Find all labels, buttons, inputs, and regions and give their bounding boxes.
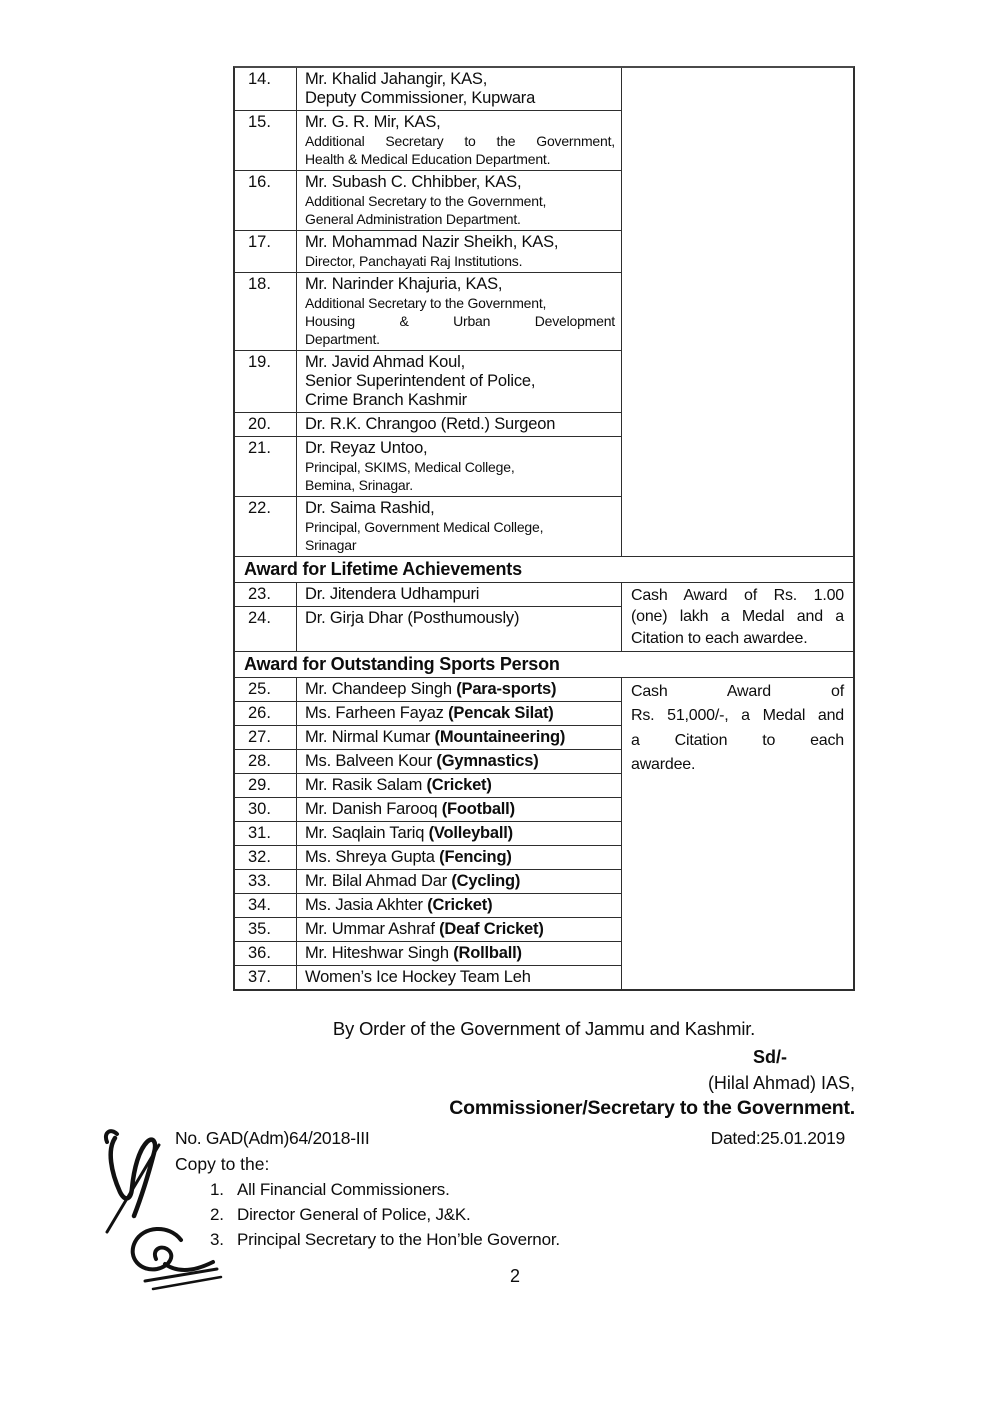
awardee-name: Mr. Ummar Ashraf [305, 919, 440, 938]
sport-discipline: (Pencak Silat) [448, 703, 554, 722]
awardee-cell [297, 894, 621, 917]
awardee-cell [297, 273, 621, 350]
copy-item-number: 2. [210, 1205, 224, 1224]
award-description-cell [621, 68, 853, 556]
row-number: 19. [235, 351, 297, 412]
awards-table [233, 66, 855, 991]
awardee-line [305, 728, 615, 747]
copy-item [175, 1205, 855, 1225]
sport-discipline: (Deaf Cricket) [439, 919, 544, 938]
lifetime-awards-list [235, 583, 853, 652]
table-row [235, 798, 621, 822]
table-row [235, 726, 621, 750]
awardee-line: Department. [305, 331, 380, 347]
reference-line [175, 1128, 855, 1149]
sd-line: Sd/- [753, 1047, 787, 1067]
awardee-line: Mr. Javid Ahmad Koul, [305, 353, 465, 371]
row-number: 37. [235, 966, 297, 989]
row-number: 35. [235, 918, 297, 941]
awardee-name: Mr. Nirmal Kumar [305, 727, 435, 746]
award-description-line: Cash Award of Rs. 1.00 [631, 586, 844, 604]
table-row [235, 68, 621, 111]
row-number: 23. [235, 583, 297, 606]
award-description-cell [621, 678, 853, 989]
awardee-line: Additional Secretary to the Government, [305, 295, 547, 311]
copy-item-text: All Financial Commissioners. [237, 1180, 450, 1199]
sport-discipline: (Volleyball) [428, 823, 513, 842]
row-number: 29. [235, 774, 297, 797]
awardee-cell [297, 171, 621, 230]
sports-awards-list [235, 678, 853, 989]
awardee-cell [297, 678, 621, 701]
awardee-line [305, 968, 615, 987]
awardee-name: Mr. Chandeep Singh [305, 679, 457, 698]
awardee-cell [297, 750, 621, 773]
award-description-line: awardee. [631, 756, 696, 773]
copy-item-number: 1. [210, 1180, 224, 1199]
awardee-name: Mr. Saqlain Tariq [305, 823, 429, 842]
awardee-cell [297, 607, 621, 652]
awardee-cell [297, 966, 621, 989]
awardee-cell [297, 846, 621, 869]
awardee-cell [297, 870, 621, 893]
table-row [235, 437, 621, 497]
rows-column [235, 678, 621, 989]
awardee-line [305, 848, 615, 867]
awardee-line: Dr. Reyaz Untoo, [305, 439, 428, 457]
table-row [235, 870, 621, 894]
awardee-line: Dr. Girja Dhar (Posthumously) [305, 608, 520, 627]
awardee-cell [297, 726, 621, 749]
award-description-line: Citation to each awardee. [631, 629, 808, 647]
table-row [235, 846, 621, 870]
awardee-cell [297, 774, 621, 797]
row-number: 20. [235, 413, 297, 436]
award-description-cell [621, 583, 853, 652]
awardee-line [305, 824, 615, 843]
table-row [235, 351, 621, 413]
row-number: 24. [235, 607, 297, 652]
sport-discipline: (Mountaineering) [434, 727, 566, 746]
awardee-line: Mr. Narinder Khajuria, KAS, [305, 275, 503, 293]
table-row [235, 171, 621, 231]
awardee-line [305, 944, 615, 963]
awardee-cell [297, 918, 621, 941]
awardee-cell [297, 231, 621, 272]
awardee-line: Principal, SKIMS, Medical College, [305, 459, 515, 475]
table-row [235, 413, 621, 437]
sport-discipline: (Cricket) [426, 775, 492, 794]
awardee-cell [297, 111, 621, 170]
copy-item-text: Director General of Police, J&K. [237, 1205, 471, 1224]
awardee-line: Housing & Urban Development [305, 313, 615, 329]
awardee-line [305, 920, 615, 939]
awardee-line [305, 776, 615, 795]
row-number: 32. [235, 846, 297, 869]
sport-discipline: (Fencing) [439, 847, 512, 866]
awardee-name: Mr. Danish Farooq [305, 799, 442, 818]
awardee-name: Ms. Balveen Kour [305, 751, 437, 770]
page-number: 2 [509, 1266, 520, 1286]
row-number: 30. [235, 798, 297, 821]
sport-discipline: (Football) [441, 799, 515, 818]
awardee-line [305, 752, 615, 771]
awardee-name: Mr. Bilal Ahmad Dar [305, 871, 452, 890]
awardee-line: Health & Medical Education Department. [305, 151, 551, 167]
document-footer [175, 1018, 855, 1287]
awardee-line [305, 872, 615, 891]
sport-discipline: (Gymnastics) [436, 751, 539, 770]
awardee-line [305, 896, 615, 915]
by-order-line: By Order of the Government of Jammu and Kashmir. [332, 1018, 756, 1039]
awardee-cell [297, 68, 621, 110]
awardee-cell [297, 822, 621, 845]
awardee-line: Dr. Saima Rashid, [305, 499, 435, 517]
awardee-line: Additional Secretary to the Government, [305, 193, 547, 209]
copy-item [175, 1180, 855, 1200]
awardee-cell [297, 497, 621, 556]
awardee-line [305, 800, 615, 819]
award-description-line: (one) lakh a Medal and a [631, 608, 844, 625]
table-row [235, 942, 621, 966]
sport-discipline: (Cricket) [427, 895, 493, 914]
row-number: 33. [235, 870, 297, 893]
signatory-name: (Hilal Ahmad) IAS, [707, 1073, 855, 1093]
award-description-line: Rs. 51,000/-, a Medal and [631, 707, 844, 724]
table-row [235, 774, 621, 798]
row-number: 34. [235, 894, 297, 917]
row-number: 17. [235, 231, 297, 272]
awardee-line: General Administration Department. [305, 211, 521, 227]
row-number: 15. [235, 111, 297, 170]
awardee-name: Women’s Ice Hockey Team Leh [305, 967, 531, 986]
awardee-name: Mr. Rasik Salam [305, 775, 427, 794]
rows-column [235, 68, 621, 556]
table-row [235, 583, 621, 607]
awardee-line: Director, Panchayati Raj Institutions. [305, 253, 523, 269]
signatory-designation: Commissioner/Secretary to the Government. [449, 1097, 855, 1119]
awardee-line [305, 680, 615, 699]
table-row [235, 894, 621, 918]
row-number: 14. [235, 68, 297, 110]
awardee-cell [297, 798, 621, 821]
awardee-line: Additional Secretary to the Government, [305, 133, 615, 149]
awardee-cell [297, 351, 621, 412]
sport-discipline: (Cycling) [451, 871, 521, 890]
copy-to-heading: Copy to the: [175, 1154, 270, 1174]
award-description-line: a Citation to each [631, 731, 844, 749]
reference-number: No. GAD(Adm)64/2018-III [175, 1128, 370, 1148]
awardee-name: Mr. Hiteshwar Singh [305, 943, 454, 962]
awardee-name: Ms. Jasia Akhter [305, 895, 428, 914]
table-row [235, 966, 621, 989]
row-number: 36. [235, 942, 297, 965]
section-header: Award for Lifetime Achievements [235, 556, 853, 583]
table-row [235, 607, 621, 652]
row-number: 27. [235, 726, 297, 749]
awardee-line: Srinagar [305, 537, 357, 553]
awardee-name: Ms. Shreya Gupta [305, 847, 440, 866]
row-number: 28. [235, 750, 297, 773]
table-row [235, 750, 621, 774]
sport-discipline: (Para-sports) [456, 679, 557, 698]
awardee-line [305, 704, 615, 723]
row-number: 16. [235, 171, 297, 230]
handwritten-signature-icon [133, 1229, 221, 1289]
awardee-line: Mr. Mohammad Nazir Sheikh, KAS, [305, 233, 559, 251]
awardee-line: Dr. Jitendera Udhampuri [305, 584, 480, 603]
order-date: Dated:25.01.2019 [710, 1128, 845, 1148]
awardee-line: Mr. G. R. Mir, KAS, [305, 113, 441, 131]
award-description-line: Cash Award of [631, 682, 844, 700]
rows-column [235, 583, 621, 652]
table-row [235, 678, 621, 702]
table-row [235, 231, 621, 273]
copy-item-number: 3. [210, 1230, 224, 1249]
awardee-line: Dr. R.K. Chrangoo (Retd.) Surgeon [305, 415, 556, 433]
awardee-line: Crime Branch Kashmir [305, 391, 467, 409]
awardee-line: Senior Superintendent of Police, [305, 372, 536, 390]
table-row [235, 497, 621, 556]
section-header: Award for Outstanding Sports Person [235, 651, 853, 678]
awardee-line: Mr. Subash C. Chhibber, KAS, [305, 173, 522, 191]
awardee-line: Principal, Government Medical College, [305, 519, 544, 535]
awardee-cell [297, 942, 621, 965]
awardee-line: Bemina, Srinagar. [305, 477, 413, 493]
table-row [235, 918, 621, 942]
awardee-name: Ms. Farheen Fayaz [305, 703, 449, 722]
table-row [235, 702, 621, 726]
table-row [235, 111, 621, 171]
sport-discipline: (Rollball) [453, 943, 522, 962]
copy-item [175, 1230, 855, 1250]
table-row [235, 273, 621, 351]
handwritten-initials-icon [106, 1131, 159, 1232]
row-number: 22. [235, 497, 297, 556]
table-row [235, 822, 621, 846]
row-number: 21. [235, 437, 297, 496]
row-number: 26. [235, 702, 297, 725]
awardee-cell [297, 437, 621, 496]
civil-awards-list [235, 68, 853, 556]
row-number: 18. [235, 273, 297, 350]
awardee-cell [297, 702, 621, 725]
signature-marks [85, 1118, 245, 1303]
row-number: 31. [235, 822, 297, 845]
copy-item-text: Principal Secretary to the Hon’ble Governor. [237, 1230, 560, 1249]
row-number: 25. [235, 678, 297, 701]
awardee-cell [297, 413, 621, 436]
awardee-cell [297, 583, 621, 606]
awardee-line: Mr. Khalid Jahangir, KAS, [305, 70, 488, 88]
awardee-line: Deputy Commissioner, Kupwara [305, 89, 536, 107]
